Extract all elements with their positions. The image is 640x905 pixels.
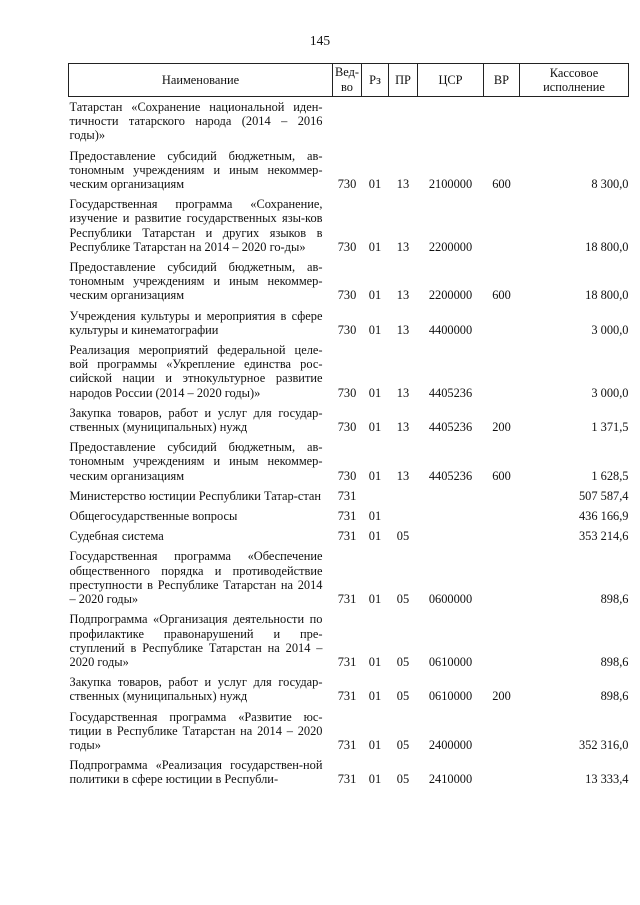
- cell-name: Предоставление субсидий бюджетным, ав-тономным учреждениям и иным некоммер-ческим организациям: [69, 440, 323, 483]
- cell-amount: 18 800,0: [585, 288, 629, 303]
- cell-csr: 2400000: [428, 737, 473, 752]
- cell-csr: 4405236: [428, 385, 473, 400]
- cell-rz: 01: [368, 385, 382, 400]
- cell-vr: [484, 526, 520, 546]
- cell-csr: [418, 526, 484, 546]
- cell-pr: 13: [396, 177, 410, 192]
- table-row: [69, 437, 629, 486]
- cell-amount: 1 371,5: [591, 420, 629, 435]
- cell-ved: 730: [337, 322, 357, 337]
- header-amount: Кассовое исполнение: [520, 64, 629, 97]
- cell-ved: 730: [337, 239, 357, 254]
- table-header-row: [69, 64, 629, 97]
- header-pr: ПР: [389, 64, 418, 97]
- header-name: Наименование: [69, 64, 333, 97]
- table-row: [69, 672, 629, 706]
- cell-ved: 731: [337, 592, 357, 607]
- cell-pr: 13: [396, 468, 410, 483]
- cell-name: Государственная программа «Сохранение, изучение и развитие государственных язы-ков Республики Татарстан и других языков в Республике Татарстан на 2014 – 2020 го-ды»: [69, 197, 323, 254]
- cell-ved: 730: [337, 385, 357, 400]
- cell-rz: [362, 97, 389, 146]
- cell-amount: 353 214,6: [578, 529, 629, 544]
- table-row: [69, 146, 629, 195]
- cell-amount: 8 300,0: [591, 177, 629, 192]
- cell-pr: 05: [396, 772, 410, 787]
- header-ved: Вед- во: [333, 64, 362, 97]
- cell-pr: [389, 506, 418, 526]
- cell-name: Реализация мероприятий федеральной целе-вой программы «Укрепление единства рос-сийской нации и этнокультурное развитие народов России (2014 – 2020 годы)»: [69, 343, 323, 400]
- cell-pr: [389, 486, 418, 506]
- cell-ved: 731: [337, 689, 357, 704]
- cell-amount: 436 166,9: [578, 509, 629, 524]
- cell-rz: 01: [368, 322, 382, 337]
- cell-ved: 731: [337, 529, 357, 544]
- table-row: [69, 609, 629, 672]
- cell-ved: 731: [337, 654, 357, 669]
- table-row: [69, 194, 629, 257]
- cell-amount: 1 628,5: [591, 468, 629, 483]
- cell-pr: 05: [396, 654, 410, 669]
- cell-rz: 01: [368, 772, 382, 787]
- cell-amount: 898,6: [600, 592, 629, 607]
- cell-name: Закупка товаров, работ и услуг для государ-ственных (муниципальных) нужд: [69, 675, 323, 704]
- table-row: [69, 257, 629, 306]
- budget-table: [68, 63, 629, 790]
- header-vr: ВР: [484, 64, 520, 97]
- cell-amount: 3 000,0: [591, 322, 629, 337]
- cell-name: Общегосударственные вопросы: [69, 509, 238, 524]
- cell-name: Судебная система: [69, 529, 164, 544]
- cell-pr: [389, 97, 418, 146]
- cell-csr: [418, 506, 484, 526]
- cell-rz: 01: [368, 592, 382, 607]
- cell-ved: [333, 97, 362, 146]
- cell-amount: 18 800,0: [585, 239, 629, 254]
- cell-pr: 05: [396, 689, 410, 704]
- cell-amount: 3 000,0: [591, 385, 629, 400]
- cell-amount: [520, 97, 629, 146]
- table-row: [69, 506, 629, 526]
- cell-vr: [484, 609, 520, 672]
- cell-pr: 13: [396, 385, 410, 400]
- table-row: [69, 755, 629, 789]
- cell-vr: 200: [492, 689, 511, 704]
- cell-name: Предоставление субсидий бюджетным, ав-тономным учреждениям и иным некоммер-ческим организациям: [69, 260, 323, 303]
- cell-name: Государственная программа «Развитие юс-тиции в Республике Татарстан на 2014 – 2020 годы»: [69, 709, 323, 752]
- cell-name: Подпрограмма «Реализация государствен-ной политики в сфере юстиции в Республи-: [69, 758, 323, 787]
- cell-vr: 200: [492, 420, 511, 435]
- cell-csr: 2200000: [428, 288, 473, 303]
- cell-name: Учреждения культуры и мероприятия в сфере культуры и кинематографии: [69, 308, 323, 337]
- cell-rz: 01: [368, 529, 382, 544]
- cell-csr: 4405236: [428, 468, 473, 483]
- table-row: [69, 403, 629, 437]
- table-row: [69, 306, 629, 340]
- cell-name: Подпрограмма «Организация деятельности по профилактике правонарушений и пре-ступлений в Республике Татарстан на 2014 – 2020 годы»: [69, 612, 323, 669]
- cell-vr: 600: [492, 177, 511, 192]
- cell-rz: 01: [368, 420, 382, 435]
- table-row: [69, 340, 629, 403]
- cell-csr: 2410000: [428, 772, 473, 787]
- cell-amount: 898,6: [600, 654, 629, 669]
- cell-pr: 13: [396, 239, 410, 254]
- header-rz: Рз: [362, 64, 389, 97]
- cell-csr: [418, 486, 484, 506]
- header-csr: ЦСР: [418, 64, 484, 97]
- cell-rz: 01: [368, 689, 382, 704]
- cell-pr: 13: [396, 420, 410, 435]
- cell-rz: 01: [368, 654, 382, 669]
- table-row: [69, 546, 629, 609]
- cell-pr: 05: [396, 592, 410, 607]
- page-number: 145: [309, 33, 331, 48]
- cell-ved: 730: [337, 288, 357, 303]
- cell-csr: 4400000: [428, 322, 473, 337]
- cell-amount: 13 333,4: [585, 772, 629, 787]
- cell-name: Закупка товаров, работ и услуг для государ-ственных (муниципальных) нужд: [69, 405, 323, 435]
- table-row: [69, 97, 629, 146]
- cell-vr: [484, 506, 520, 526]
- cell-amount: 898,6: [600, 689, 629, 704]
- cell-name: Министерство юстиции Республики Татар-стан: [69, 488, 322, 503]
- cell-ved: 730: [337, 177, 357, 192]
- cell-rz: 01: [368, 177, 382, 192]
- cell-csr: 2100000: [428, 177, 473, 192]
- cell-ved: 731: [337, 509, 357, 524]
- cell-csr: 0600000: [428, 592, 473, 607]
- cell-rz: [362, 486, 389, 506]
- cell-ved: 731: [337, 488, 357, 503]
- cell-vr: [484, 340, 520, 403]
- cell-ved: 731: [337, 737, 357, 752]
- cell-csr: 2200000: [428, 239, 473, 254]
- cell-amount: 352 316,0: [578, 737, 629, 752]
- cell-ved: 731: [337, 772, 357, 787]
- cell-ved: 730: [337, 420, 357, 435]
- cell-rz: 01: [368, 468, 382, 483]
- table-row: [69, 526, 629, 546]
- cell-vr: [484, 97, 520, 146]
- cell-csr: 0610000: [428, 689, 473, 704]
- cell-vr: [484, 306, 520, 340]
- cell-vr: 600: [492, 288, 511, 303]
- cell-vr: [484, 194, 520, 257]
- cell-name: Татарстан «Сохранение национальной иден-тичности татарского народа (2014 – 2016 годы)»: [69, 100, 323, 143]
- cell-pr: 13: [396, 322, 410, 337]
- cell-ved: 730: [337, 468, 357, 483]
- cell-vr: [484, 546, 520, 609]
- cell-vr: [484, 707, 520, 756]
- cell-rz: 01: [368, 509, 382, 524]
- table-row: [69, 707, 629, 756]
- cell-pr: 05: [396, 737, 410, 752]
- cell-vr: [484, 486, 520, 506]
- cell-csr: 0610000: [428, 654, 473, 669]
- cell-csr: [418, 97, 484, 146]
- cell-rz: 01: [368, 239, 382, 254]
- cell-name: Предоставление субсидий бюджетным, ав-тономным учреждениям и иным некоммер-ческим организациям: [69, 148, 323, 192]
- cell-amount: 507 587,4: [578, 488, 629, 503]
- cell-vr: [484, 755, 520, 789]
- cell-vr: 600: [492, 468, 511, 483]
- cell-pr: 05: [396, 529, 410, 544]
- cell-rz: 01: [368, 288, 382, 303]
- cell-name: Государственная программа «Обеспечение общественного порядка и противодействие преступности в Республике Татарстан на 2014 – 2020 годы»: [69, 549, 323, 607]
- cell-rz: 01: [368, 737, 382, 752]
- cell-csr: 4405236: [428, 420, 473, 435]
- table-row: [69, 486, 629, 506]
- cell-pr: 13: [396, 288, 410, 303]
